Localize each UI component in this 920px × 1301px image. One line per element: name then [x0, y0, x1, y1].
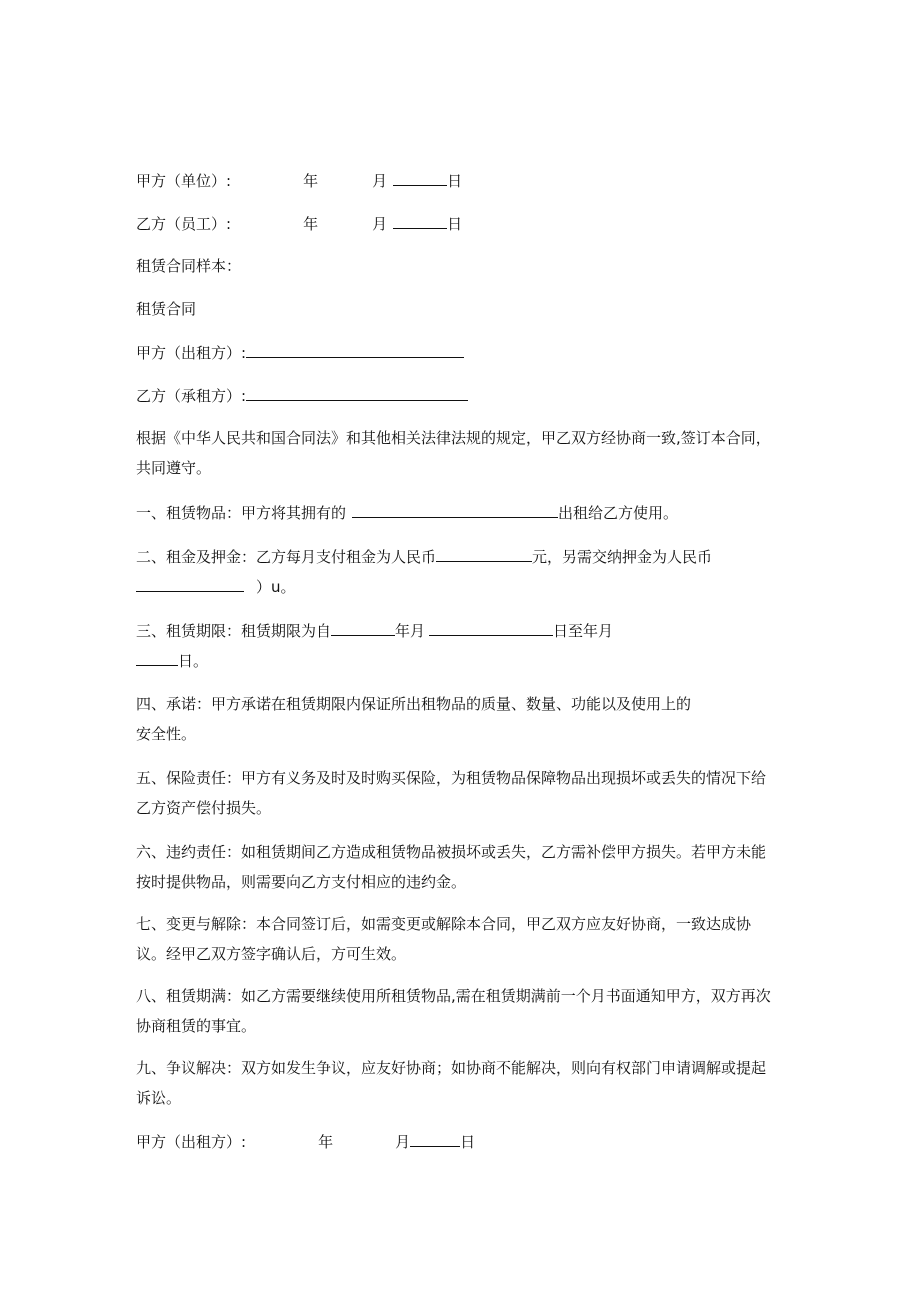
day-blank [393, 170, 447, 186]
party-a-lessor-label: 甲方（出租方）: [136, 344, 247, 362]
clause-3-line-2 [136, 650, 208, 671]
clause-1-text-end: 出租给乙方使用。 [558, 504, 679, 522]
clause-7-line-1: 七、变更与解除：本合同签订后，如需变更或解除本合同，甲乙双方应友好协商，一致达成协 [136, 915, 752, 933]
clause-2-line-1 [136, 546, 712, 567]
clause-5-line-1: 五、保险责任：甲方有义务及时及时购买保险，为租赁物品保障物品出现损坏或丢失的情况下给 [136, 769, 767, 787]
clause-3-text-mid1: 年月 [395, 622, 426, 640]
month-label: 月 [372, 172, 388, 190]
footer-day-blank [410, 1131, 460, 1147]
year-label: 年 [303, 172, 319, 190]
party-b-staff-date-line [136, 213, 462, 234]
clause-9-line-2: 诉讼。 [136, 1089, 182, 1107]
clause-6-line-1: 六、违约责任：如租赁期间乙方造成租赁物品被损坏或丢失，乙方需补偿甲方损失。若甲方未能 [136, 843, 767, 861]
clause-3-text-mid2: 日至年月 [553, 622, 614, 640]
footer-party-a-label: 甲方（出租方）: [136, 1133, 247, 1151]
clause-3-line-1 [136, 620, 613, 641]
party-b-lessee-blank [246, 385, 468, 401]
contract-title: 租赁合同 [136, 300, 197, 318]
clause-9-line-1: 九、争议解决：双方如发生争议，应友好协商；如协商不能解决，则向有权部门申请调解或提起 [136, 1059, 767, 1077]
footer-party-a-date-line [136, 1131, 475, 1152]
clause-8-line-2: 协商租赁的事宜。 [136, 1017, 257, 1035]
clause-4-line-2: 安全性。 [136, 725, 197, 743]
intro-line-1: 根据《中华人民共和国合同法》和其他相关法律法规的规定，甲乙双方经协商一致,签订本合同， [136, 429, 771, 447]
month-label: 月 [372, 215, 388, 233]
year-label: 年 [303, 215, 319, 233]
clause-2-line-2 [136, 576, 296, 597]
clause-1-text: 一、租赁物品：甲方将其拥有的 [136, 504, 347, 522]
party-a-lessor-line [136, 342, 464, 363]
party-b-lessee-line [136, 385, 468, 406]
clause-2-text-mid: 元，另需交纳押金为人民币 [532, 548, 713, 566]
party-b-lessee-label: 乙方（承租方）: [136, 387, 247, 405]
clause-7-line-2: 议。经甲乙双方签字确认后，方可生效。 [136, 945, 407, 963]
rent-blank [436, 546, 532, 562]
day-label: 日 [447, 215, 463, 233]
party-a-lessor-blank [246, 342, 464, 358]
clause-3-text-end: 日。 [178, 652, 209, 670]
clause-2-text: 二、租金及押金：乙方每月支付租金为人民币 [136, 548, 437, 566]
clause-1 [136, 502, 678, 523]
party-a-unit-label: 甲方（单位）: [136, 172, 232, 190]
deposit-blank [136, 576, 244, 592]
end-day-blank [136, 650, 178, 666]
party-b-staff-label: 乙方（员工）: [136, 215, 232, 233]
footer-day-label: 日 [460, 1133, 476, 1151]
intro-line-2: 共同遵守。 [136, 459, 212, 477]
day-label: 日 [447, 172, 463, 190]
party-a-unit-date-line [136, 170, 462, 191]
clause-2-text-end: ）u。 [256, 578, 296, 596]
day-blank [393, 213, 447, 229]
clause-6-line-2: 按时提供物品，则需要向乙方支付相应的违约金。 [136, 873, 467, 891]
clause-4-line-1: 四、承诺：甲方承诺在租赁期限内保证所出租物品的质量、数量、功能以及使用上的 [136, 695, 692, 713]
clause-1-blank [352, 502, 558, 518]
clause-8-line-1: 八、租赁期满：如乙方需要继续使用所租赁物品,需在租赁期满前一个月书面通知甲方，双方再次 [136, 987, 771, 1005]
start-day-blank [429, 620, 553, 636]
footer-year-label: 年 [318, 1133, 334, 1151]
clause-5-line-2: 乙方资产偿付损失。 [136, 799, 272, 817]
start-year-blank [331, 620, 395, 636]
sample-title: 租赁合同样本： [136, 257, 242, 275]
clause-3-text: 三、租赁期限：租赁期限为自 [136, 622, 332, 640]
footer-month-label: 月 [395, 1133, 411, 1151]
